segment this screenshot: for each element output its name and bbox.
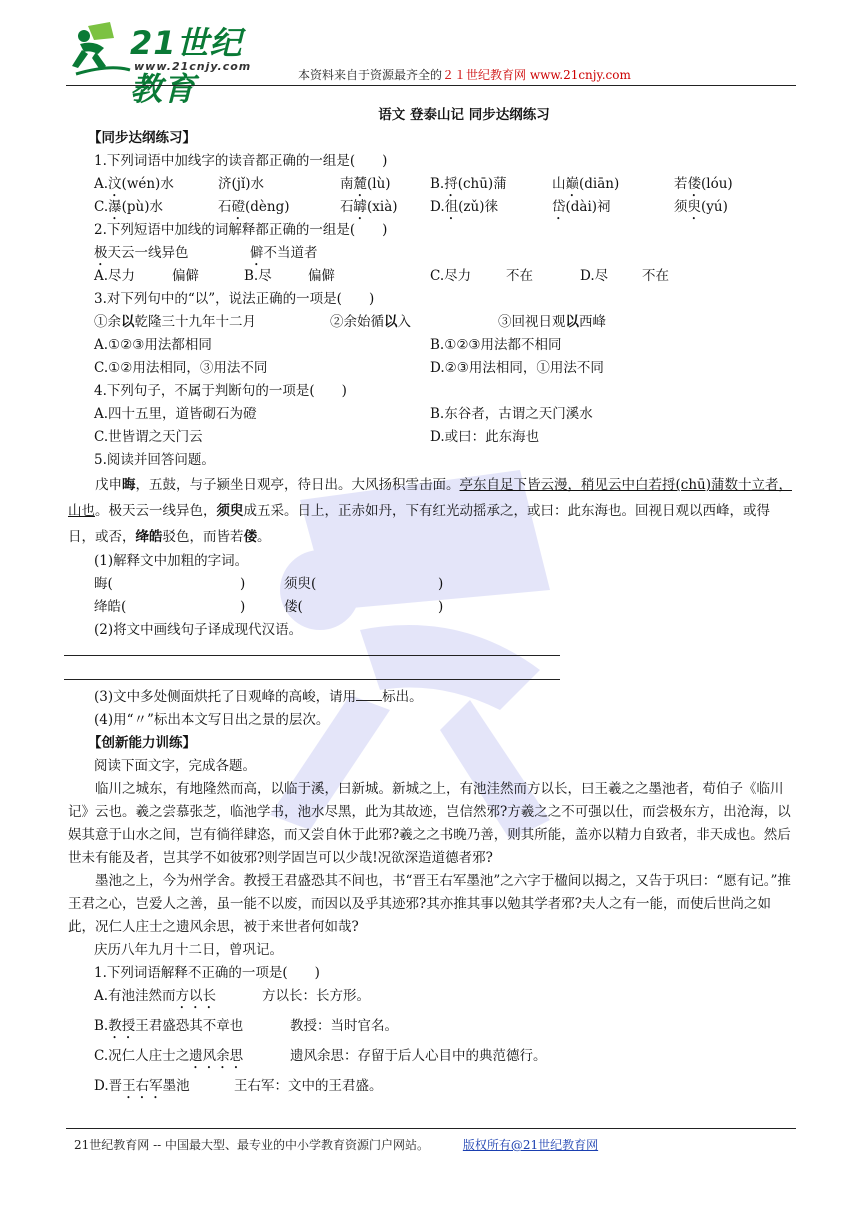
sub-question: (3)文中多处侧面烘托了日观峰的高峻，请用 标出。 bbox=[94, 689, 423, 705]
copyright-link[interactable]: 版权所有@21世纪教育网 bbox=[462, 1138, 599, 1152]
footer-divider bbox=[66, 1128, 796, 1129]
option-row: C.瀑(pù)水 石磴(dèng) 石罅(xià) D.徂(zǔ)徕 岱(dài)祠 须臾(yú) bbox=[94, 199, 728, 215]
sub-question: (1)解释文中加粗的字词。 bbox=[94, 553, 249, 569]
section-heading: 【同步达纲练习】 bbox=[88, 130, 196, 146]
question-stem: 4.下列句子，不属于判断句的一项是( ) bbox=[94, 383, 347, 399]
header-site-name[interactable]: ２１世纪教育网 bbox=[442, 68, 527, 82]
header-divider bbox=[66, 85, 796, 86]
answer-line[interactable] bbox=[64, 642, 560, 656]
item-row: ①余以乾隆三十九年十二月 ②余始循以入 ③回视日观以西峰 bbox=[94, 314, 606, 330]
option-row: B.教授王君盛恐其不章也 教授：当时官名。 bbox=[94, 1018, 398, 1034]
header-site-url[interactable]: www.21cnjy.com bbox=[529, 68, 631, 82]
footer-text: 21世纪教育网 -- 中国最大型、最专业的中小学教育资源门户网站。 bbox=[74, 1138, 430, 1152]
reading-signature: 庆历八年九月十二日，曾巩记。 bbox=[94, 942, 283, 958]
page-footer bbox=[74, 1136, 598, 1153]
question-stem: 1.下列词语中加线字的读音都正确的一组是( ) bbox=[94, 153, 388, 169]
option-row: C.①②用法相同，③用法不同 D.②③用法相同，①用法不同 bbox=[94, 360, 604, 376]
question-stem: 5.阅读并回答问题。 bbox=[94, 452, 215, 468]
fill-row: 晦( ) 须臾( ) bbox=[94, 576, 444, 592]
option-row: C.况仁人庄士之遗风余思 遗风余思：存留于后人心目中的典范德行。 bbox=[94, 1048, 547, 1064]
option-row: C.世皆谓之天门云 D.或曰：此东海也 bbox=[94, 429, 540, 445]
blank-mark bbox=[356, 687, 382, 701]
logo-url: www.21cnjy.com bbox=[134, 60, 252, 73]
runner-logo-icon bbox=[70, 20, 132, 76]
page-header bbox=[0, 0, 860, 108]
option-row: A.四十五里，道皆砌石为磴 B.东谷者，古谓之天门溪水 bbox=[94, 406, 593, 422]
option-row: D.晋王右军墨池 王右军：文中的王君盛。 bbox=[94, 1078, 383, 1094]
answer-line[interactable] bbox=[64, 666, 560, 680]
sub-question: (2)将文中画线句子译成现代汉语。 bbox=[94, 622, 303, 638]
page-title: 语文 登泰山记 同步达纲练习 bbox=[378, 107, 550, 123]
logo-text: 21世纪教育 bbox=[130, 24, 243, 108]
underlined-sentence: 亭东自足下皆云漫，稍见云中白若捋(chū)蒲数十立者，山也 bbox=[68, 477, 792, 519]
question-stem: 2.下列短语中加线的词解释都正确的一组是( ) bbox=[94, 222, 388, 238]
document-body bbox=[68, 104, 794, 1105]
sub-question: (4)用“〃”标出本文写日出之景的层次。 bbox=[94, 712, 330, 728]
option-row: A.汶(wén)水 济(jǐ)水 南麓(lù) B.捋(chū)蒲 山巅(diān) 若偻(lóu) bbox=[94, 176, 733, 192]
option-row: A.尽力 偏僻 B.尽 偏僻 C.尽力 不在 D.尽 不在 bbox=[94, 268, 669, 284]
fill-row: 绛皓( ) 偻( ) bbox=[94, 599, 444, 615]
question-stem: 1.下列词语解释不正确的一项是( ) bbox=[94, 965, 320, 981]
phrase-row: 极天云一线异色 僻不当道者 bbox=[94, 245, 318, 261]
question-stem: 3.对下列句中的“以”，说法正确的一项是( ) bbox=[94, 291, 375, 307]
reading-passage: 戊申晦，五鼓，与子颍坐日观亭，待日出。大风扬积雪击面。亭东自足下皆云漫，稍见云中白若捋(chū)蒲数十立者，山也。极天云一线异色，须臾成五采。日上，正赤如丹，下有红光动摇承之，或曰：此东海也。回视日观以西峰，或得日，或否，绛皓驳色，而皆若偻。 bbox=[68, 477, 792, 545]
option-row: A.①②③用法都相同 B.①②③用法都不相同 bbox=[94, 337, 562, 353]
option-row: A.有池洼然而方以长 方以长：长方形。 bbox=[94, 988, 370, 1004]
site-logo[interactable] bbox=[70, 14, 270, 108]
section-heading: 【创新能力训练】 bbox=[88, 735, 196, 751]
reading-paragraph: 墨池之上，今为州学舍。教授王君盛恐其不间也，书“晋王右军墨池”之六字于楹间以揭之，又告于巩曰：“愿有记。”推王君之心，岂爱人之善，虽一能不以废，而因以及乎其迹邪?其亦推其事以勉其学者邪?夫人之有一能，而使后世尚之如此，况仁人庄士之遗风余思，被于来世者何如哉? bbox=[68, 873, 791, 935]
reading-intro: 阅读下面文字，完成各题。 bbox=[94, 758, 256, 774]
header-note: 本资料来自于资源最齐全的２１世纪教育网 www.21cnjy.com bbox=[298, 68, 631, 82]
reading-paragraph: 临川之城东，有地隆然而高，以临于溪，曰新城。新城之上，有池洼然而方以长，曰王羲之之墨池者，荀伯子《临川记》云也。羲之尝慕张芝，临池学书，池水尽黑，此为其故迹，岂信然邪?方羲之之不可强以仕，而尝极东方，出沧海，以娱其意于山水之间，岂有徜徉肆恣，而又尝自休于此邪?羲之之书晚乃善，则其所能，盖亦以精力自致者，非天成也。然后世未有能及者，岂其学不如彼邪?则学固岂可以少哉!况欲深造道德者邪? bbox=[68, 781, 791, 866]
